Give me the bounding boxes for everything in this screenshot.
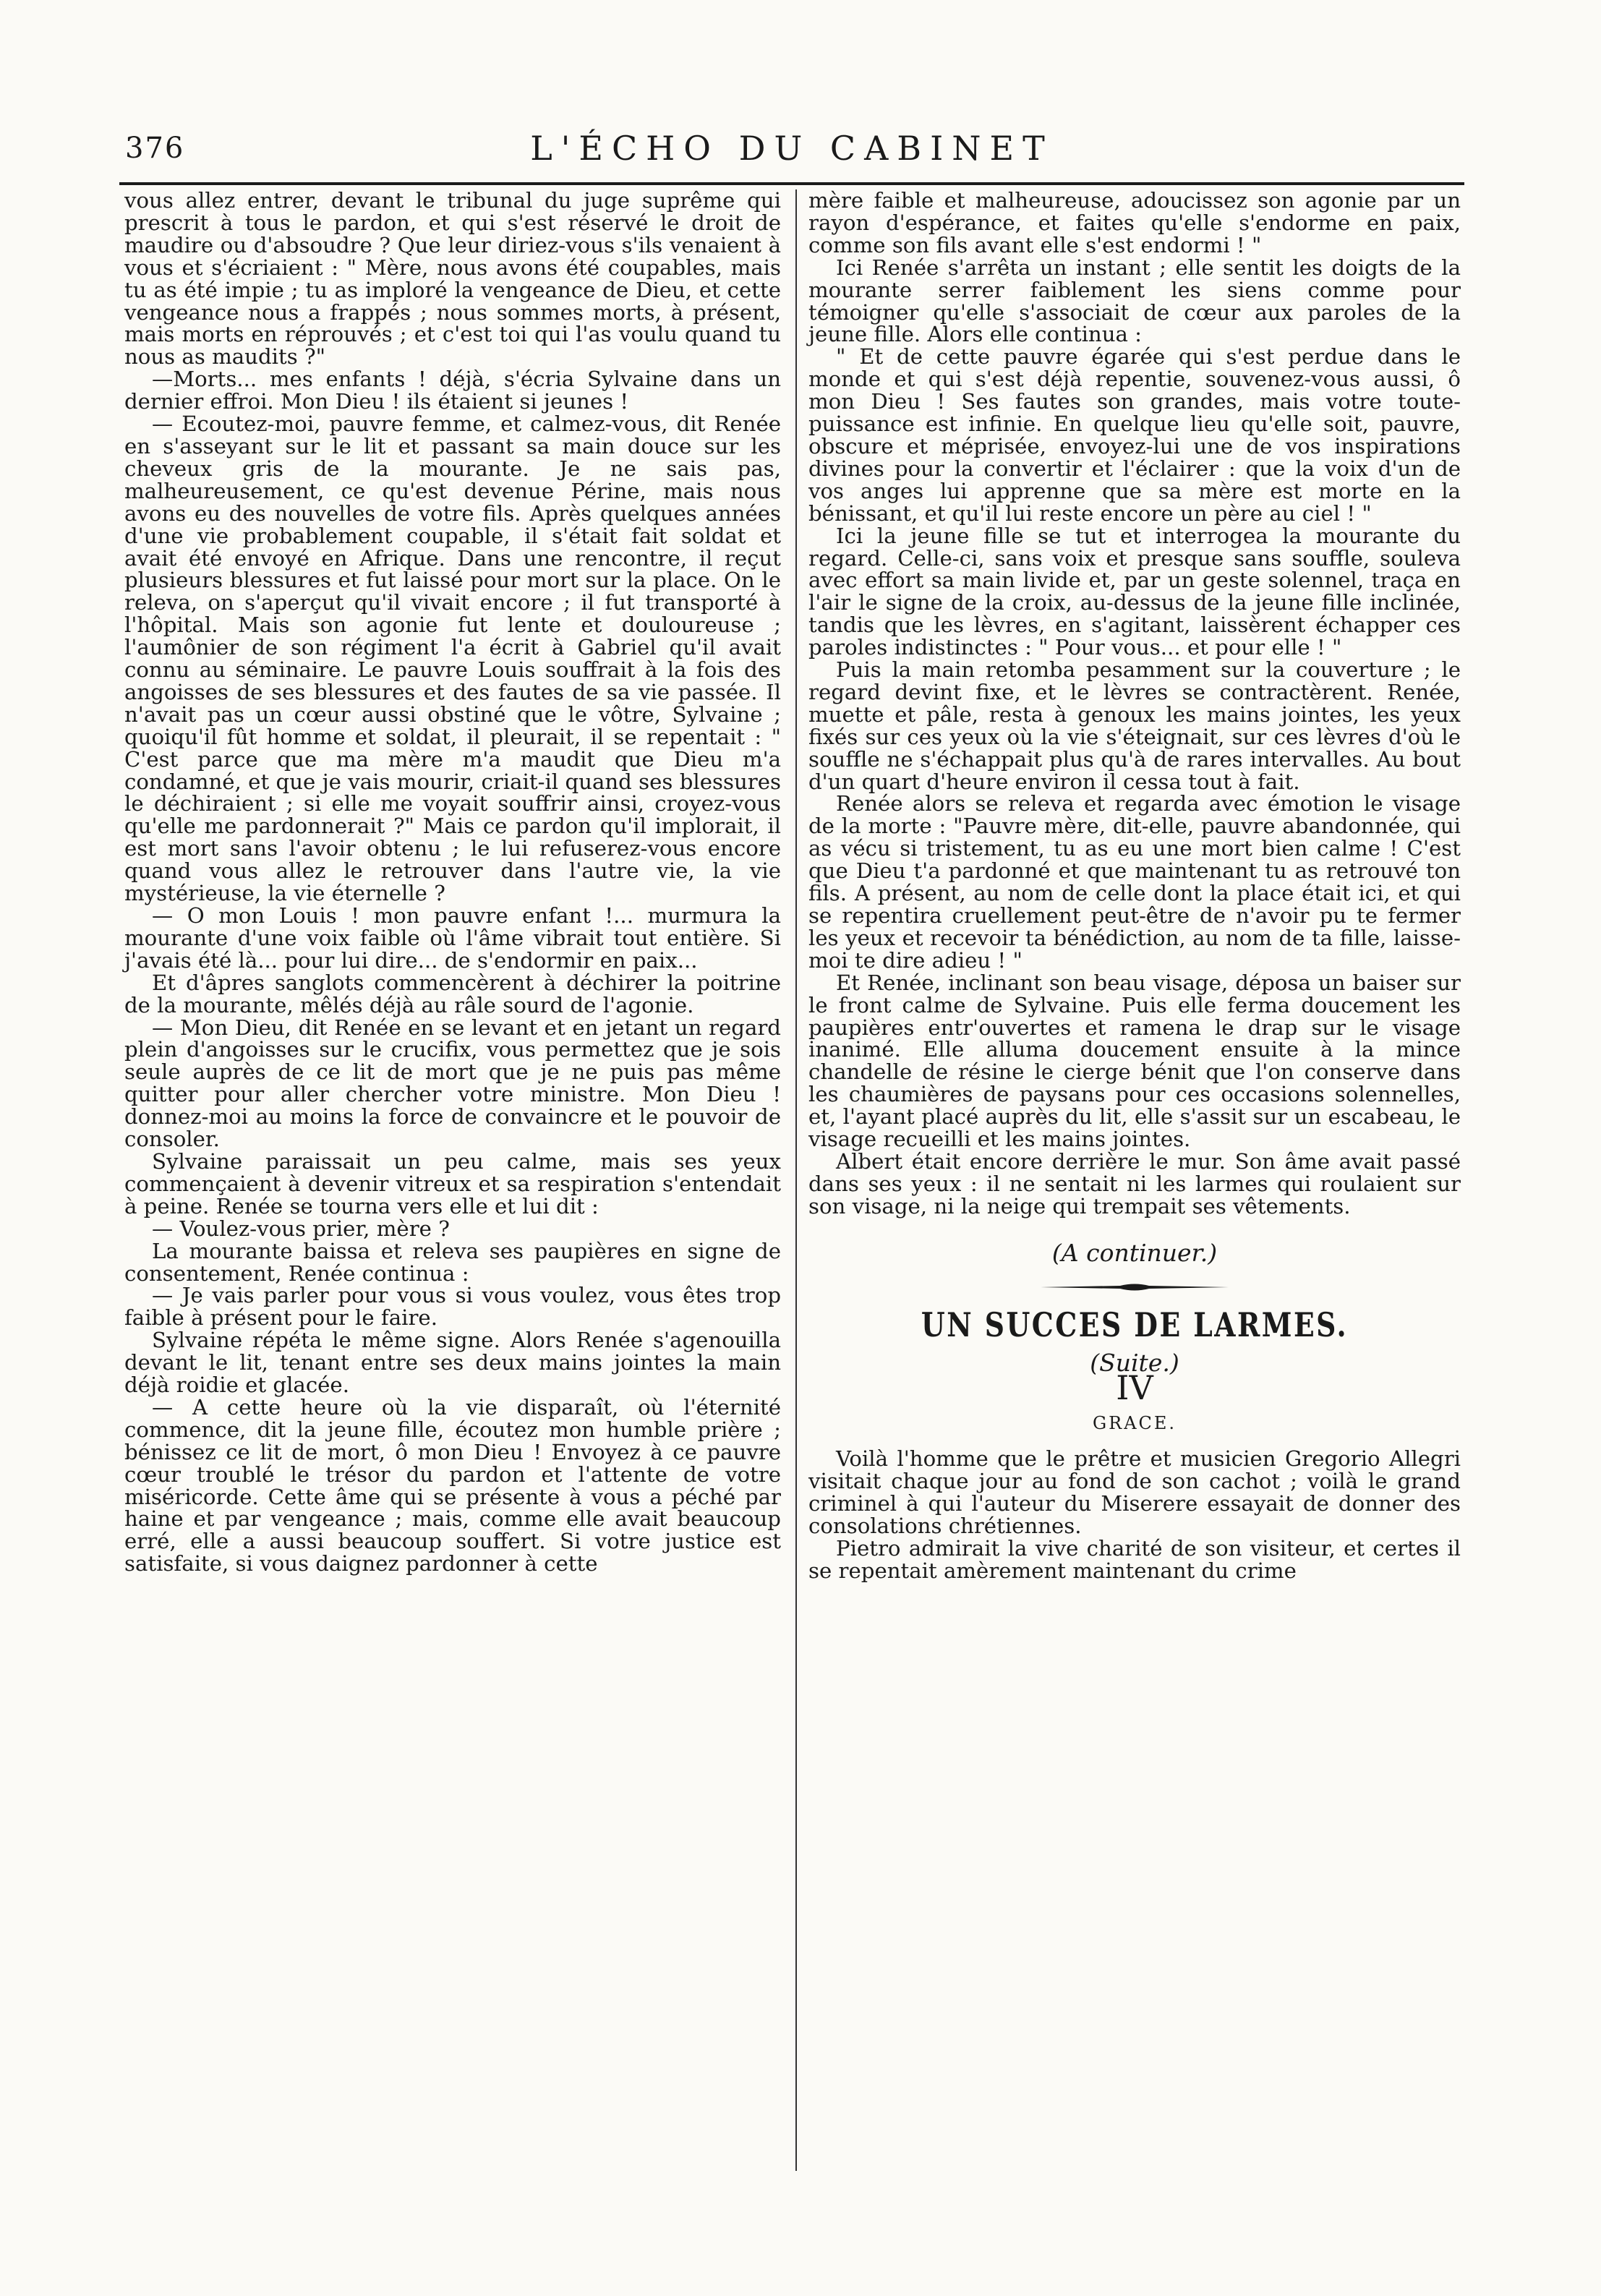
paragraph: — O mon Louis ! mon pauvre enfant !... murmura la mourante d'une voix faible où l'âme vibrait tout entière. Si j'avais été là... pour lui dire... de s'endormir en paix... <box>124 903 781 973</box>
chapter-number: IV <box>1116 1368 1153 1408</box>
ornamental-divider <box>1041 1282 1229 1292</box>
chapter-title: GRACE. <box>1092 1413 1177 1434</box>
paragraph: — Mon Dieu, dit Renée en se levant et en jetant un regard plein d'angoisses sur le crucifix, vous permettez que je sois seule auprès de ce lit de mort que je ne puis pas même quitter pour aller chercher votre ministre. Mon Dieu ! donnez-moi au moins la force de convaincre et le pouvoir de consoler. <box>124 1015 781 1152</box>
paragraph: Puis la main retomba pesamment sur la couverture ; le regard devint fixe, et le lèvres se contractèrent. Renée, muette et pâle, resta à genoux les mains jointes, les yeux fixés sur ces yeux où la vie s'éteignait, sur ces lèvres d'où le souffle ne s'échappait plus qu'à de rares intervalles. Au bout d'un quart d'heure environ il cessa tout à fait. <box>808 657 1461 794</box>
paragraph: La mourante baissa et releva ses paupières en signe de consentement, Renée continua : <box>124 1238 781 1286</box>
paragraph: " Et de cette pauvre égarée qui s'est perdue dans le monde et qui s'est déjà repentie, souvenez-vous aussi, ô mon Dieu ! Ses fautes son grandes, mais votre toute-puissance est infinie. En quelque lieu qu'elle soit, pauvre, obscure et méprisée, envoyez-lui une de vos inspirations divines pour la convertir et l'éclairer : que la voix d'un de vos anges lui apprenne que sa mère est morte en la bénissant, et qu'il lui reste encore un père au ciel ! " <box>808 344 1461 526</box>
paragraph: mère faible et malheureuse, adoucissez son agonie par un rayon d'espérance, et faites qu'elle s'endorme en paix, comme son fils avant elle s'est endormi ! " <box>808 188 1461 257</box>
paragraph: Et Renée, inclinant son beau visage, déposa un baiser sur le front calme de Sylvaine. Puis elle ferma doucement les paupières entr'ouvertes et ramena le drap sur le visage inanimé. Elle alluma doucement ensuite à la mince chandelle de résine le cierge bénit que l'on conserve dans les chaumières de paysans pour ces occasions solennelles, et, l'ayant placé auprès du lit, elle s'assit sur un escabeau, le visage recueilli et les mains jointes. <box>808 970 1461 1152</box>
paragraph: — Je vais parler pour vous si vous voulez, vous êtes trop faible à présent pour le faire. <box>124 1283 781 1331</box>
paragraph: — A cette heure où la vie disparaît, où l'éternité commence, dit la jeune fille, écoutez mon humble prière ; bénissez ce lit de mort, ô mon Dieu ! Envoyez à ce pauvre cœur troublé le trésor du pardon et l'attente de votre miséricorde. Cette âme qui se présente à vous a péché par haine et par vengeance ; mais, comme elle avait beaucoup erré, elle a aussi beaucoup souffert. Si votre justice est satisfaite, si vous daignez pardonner à cette <box>124 1394 781 1576</box>
article-title: UN SUCCES DE LARMES. <box>921 1305 1349 1344</box>
paragraph: Sylvaine répéta le même signe. Alors Renée s'agenouilla devant le lit, tenant entre ses deux mains jointes la main déjà roidie et glacée. <box>124 1328 781 1398</box>
paragraph: vous allez entrer, devant le tribunal du juge suprême qui prescrit à tous le pardon, et qui s'est réservé le droit de maudire ou d'absoudre ? Que leur diriez-vous s'ils venaient à vous et s'écriaient : " Mère, nous avons été coupables, mais tu as été impie ; tu as imploré la vengeance de Dieu, et cette vengeance nous a frappés ; nous sommes morts, à présent, mais morts en réprouvés ; et c'est toi qui l'as voulu quand tu nous as maudits ?" <box>124 188 781 370</box>
paragraph: Voilà l'homme que le prêtre et musicien Gregorio Allegri visitait chaque jour au fond de son cachot ; voilà le grand criminel à qui l'auteur du Miserere essayait de donner des consolations chrétiennes. <box>808 1446 1461 1538</box>
page-header <box>119 116 1464 181</box>
paragraph: — Voulez-vous prier, mère ? <box>152 1216 450 1241</box>
paragraph: Sylvaine paraissait un peu calme, mais ses yeux commençaient à devenir vitreux et sa respiration s'entendait à peine. Renée se tourna vers elle et lui dit : <box>124 1148 781 1219</box>
paragraph: Ici Renée s'arrêta un instant ; elle sentit les doigts de la mourante serrer faiblement les siens comme pour témoigner qu'elle s'associait de cœur aux paroles de la jeune fille. Alors elle continua : <box>808 255 1461 347</box>
paragraph: — Ecoutez-moi, pauvre femme, et calmez-vous, dit Renée en s'asseyant sur le lit et passant sa main douce sur les cheveux gris de la mourante. Je ne sais pas, malheureusement, ce qu'est devenue Périne, mais nous avons eu des nouvelles de votre fils. Après quelques années d'une vie probablement coupable, il s'était fait soldat et avait été envoyé en Afrique. Dans une rencontre, il reçut plusieurs blessures et fut laissé pour mort sur la place. On le releva, on s'aperçut qu'il vivait encore ; il fut transporté à l'hôpital. Mais son agonie fut lente et douloureuse ; l'aumônier de son régiment l'a écrit à Gabriel qu'il avait connu au séminaire. Le pauvre Louis souffrait à la fois des angoisses de ses blessures et des fautes de sa vie passée. Il n'avait pas un cœur aussi obstiné que le vôtre, Sylvaine ; quoiqu'il fût homme et soldat, il pleurait, il se repentait : " C'est parce que ma mère m'a maudit que Dieu m'a condamné, et que je vais mourir, criait-il quand ses blessures le déchiraient ; si elle me voyait souffrir ainsi, croyez-vous qu'elle me pardonnerait ?" Mais ce pardon qu'il implorait, il est mort sans l'avoir obtenu ; le lui refuserez-vous encore quand vous allez le retrouver dans l'autre vie, la vie mystérieuse, la vie éternelle ? <box>124 411 781 906</box>
page-number: 376 <box>125 132 185 165</box>
paragraph: Ici la jeune fille se tut et interrogea la mourante du regard. Celle-ci, sans voix et presque sans souffle, souleva avec effort sa main livide et, par un geste solennel, traça en l'air le signe de la croix, au-dessus de la jeune fille inclinée, tandis que les lèvres, en s'agitant, laissèrent échapper ces paroles indistinctes : " Pour vous... et pour elle ! " <box>808 523 1461 660</box>
right-column <box>808 189 1461 1582</box>
paragraph: Renée alors se releva et regarda avec émotion le visage de la morte : "Pauvre mère, dit-elle, pauvre abandonnée, qui as vécu si tristement, tu as eu une mort bien calme ! C'est que Dieu t'a pardonné et que maintenant tu as retrouvé ton fils. A présent, au nom de celle dont la place était ici, et qui se repentira cruellement peut-être de n'avoir pu te fermer les yeux et recevoir ta bénédiction, au nom de ta fille, laisse-moi te dire adieu ! " <box>808 791 1461 973</box>
paragraph: Et d'âpres sanglots commencèrent à déchirer la poitrine de la mourante, mêlés déjà au râle sourd de l'agonie. <box>124 970 781 1017</box>
header-rule <box>119 182 1464 185</box>
paragraph: Albert était encore derrière le mur. Son âme avait passé dans ses yeux : il ne sentait ni les larmes qui roulaient sur son visage, ni la neige qui trempait ses vêtements. <box>808 1148 1461 1219</box>
paragraph: Pietro admirait la vive charité de son visiteur, et certes il se repentait amèrement maintenant du crime <box>808 1535 1461 1583</box>
article-suite: (Suite.) <box>1090 1348 1179 1377</box>
running-title: L'ÉCHO DU CABINET <box>530 129 1054 168</box>
paragraph: —Morts... mes enfants ! déjà, s'écria Sylvaine dans un dernier effroi. Mon Dieu ! ils étaient si jeunes ! <box>124 367 781 414</box>
to-continue-note: (A continuer.) <box>1051 1238 1218 1267</box>
left-column <box>124 189 781 1575</box>
column-divider <box>795 189 797 2171</box>
